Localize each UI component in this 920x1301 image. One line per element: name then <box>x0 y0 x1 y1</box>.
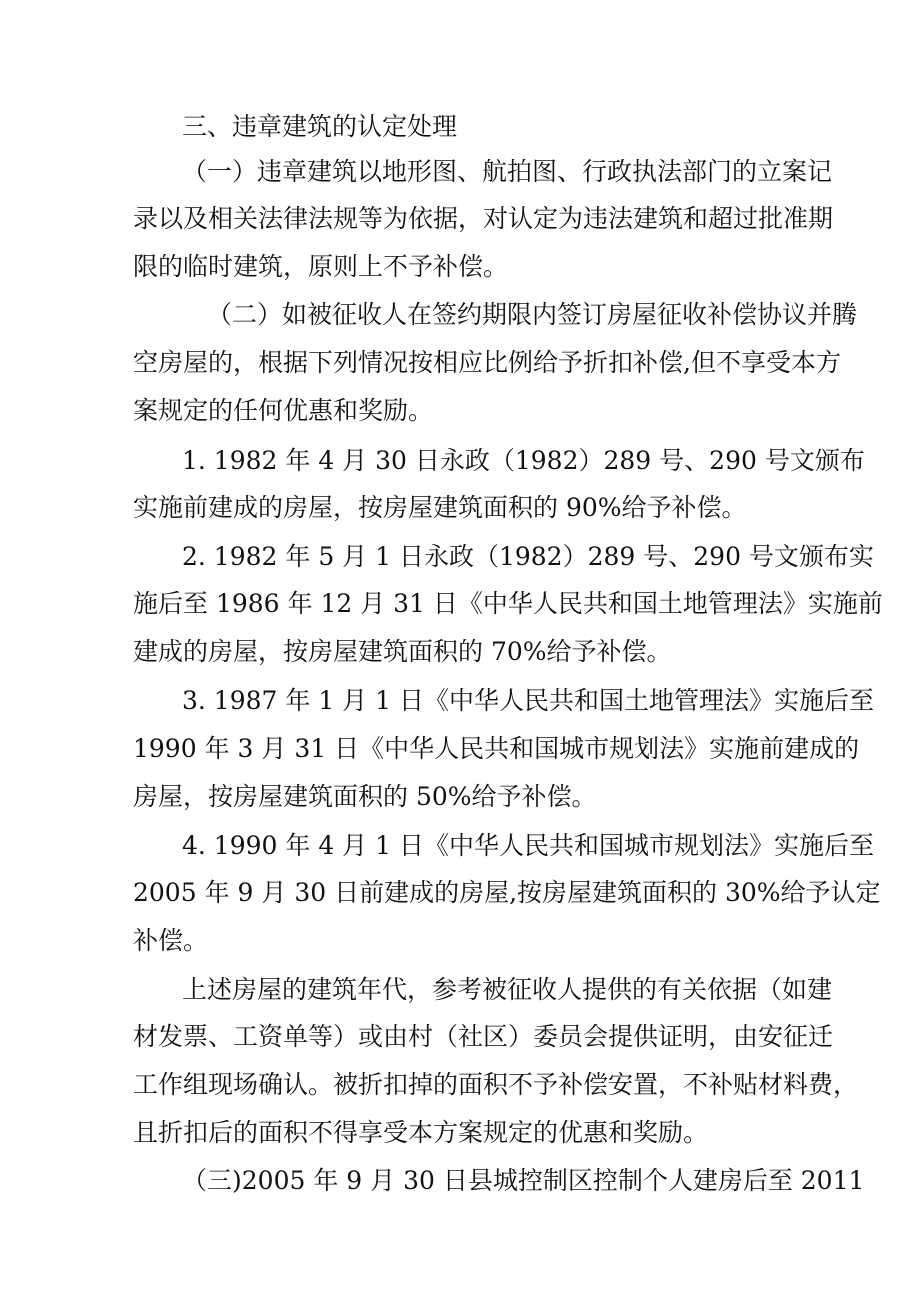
paragraph-line: （二）如被征收人在签约期限内签订房屋征收补偿协议并腾 <box>207 300 858 329</box>
paragraph-line: （一）违章建筑以地形图、航拍图、行政执法部门的立案记 <box>182 157 833 186</box>
paragraph-line: 1. 1982 年 4 月 30 日永政（1982）289 号、290 号文颁布 <box>182 446 865 475</box>
paragraph-line: 上述房屋的建筑年代，参考被征收人提供的有关依据（如建 <box>182 975 833 1004</box>
paragraph-line: 限的临时建筑，原则上不予补偿。 <box>133 252 509 281</box>
paragraph-line: 施后至 1986 年 12 月 31 日《中华人民共和国土地管理法》实施前 <box>133 589 883 618</box>
paragraph-line: 录以及相关法律法规等为依据，对认定为违法建筑和超过批准期 <box>133 204 834 233</box>
paragraph-line: 工作组现场确认。被折扣掉的面积不予补偿安置，不补贴材料费， <box>133 1070 859 1099</box>
paragraph-line: 实施前建成的房屋，按房屋建筑面积的 90%给予补偿。 <box>133 493 747 522</box>
paragraph-line: 案规定的任何优惠和奖励。 <box>133 396 434 425</box>
paragraph-line: 4. 1990 年 4 月 1 日《中华人民共和国城市规划法》实施后至 <box>182 831 874 860</box>
paragraph-line: （三)2005 年 9 月 30 日县城控制区控制个人建房后至 2011 <box>182 1166 865 1195</box>
paragraph-line: 3. 1987 年 1 月 1 日《中华人民共和国土地管理法》实施后至 <box>182 686 874 715</box>
paragraph-line: 空房屋的，根据下列情况按相应比例给予折扣补偿,但不享受本方 <box>133 348 841 377</box>
paragraph-line: 且折扣后的面积不得享受本方案规定的优惠和奖励。 <box>133 1118 709 1147</box>
paragraph-line: 材发票、工资单等）或由村（社区）委员会提供证明，由安征迁 <box>133 1022 834 1051</box>
paragraph-line: 2005 年 9 月 30 日前建成的房屋,按房屋建筑面积的 30%给予认定 <box>133 878 881 907</box>
paragraph-line: 补偿。 <box>133 926 209 955</box>
paragraph-line: 建成的房屋，按房屋建筑面积的 70%给予补偿。 <box>133 637 672 666</box>
section-heading: 三、违章建筑的认定处理 <box>182 112 458 141</box>
paragraph-line: 房屋，按房屋建筑面积的 50%给予补偿。 <box>133 782 597 811</box>
paragraph-line: 1990 年 3 月 31 日《中华人民共和国城市规划法》实施前建成的 <box>133 734 860 763</box>
paragraph-line: 2. 1982 年 5 月 1 日永政（1982）289 号、290 号文颁布实 <box>182 542 874 571</box>
